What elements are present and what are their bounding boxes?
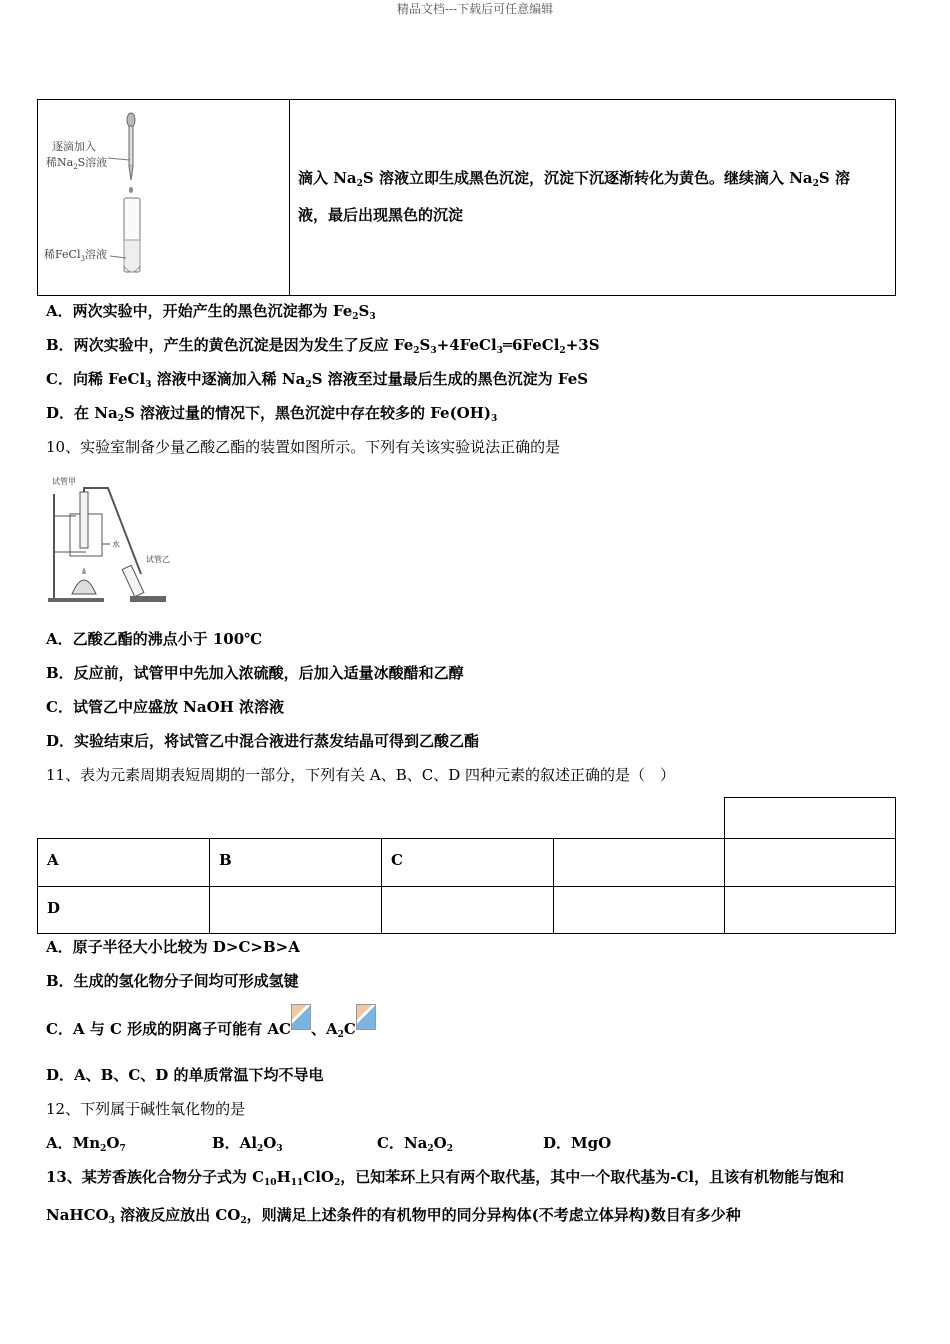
q11-option-c: C．A 与 C 形成的阴离子可能有 AC 、$A_2C$	[46, 1004, 376, 1049]
q13-line-1: 13、某芳香族化合物分子式为 $C_{10}H_{11}ClO_2$，已知苯环上只有两个取代基，其中一个取代基为-Cl，且该有机物能与饱和	[46, 1168, 845, 1188]
q12-option-c: C．$Na_2O_2$	[377, 1134, 453, 1154]
q12-option-d: D．MgO	[543, 1134, 612, 1152]
q12-stem: 12、下列属于碱性氧化物的是	[46, 1100, 246, 1118]
q11-cell-empty-5	[553, 886, 725, 934]
q9-desc-line-1: 滴入 $Na_2S$ 溶液立即生成黑色沉淀，沉淀下沉逐渐转化为黄色。继续滴入 $Na_2S$ 溶	[298, 169, 850, 189]
q11-cell-c: C	[381, 838, 554, 887]
q11-cell-empty-4	[381, 886, 554, 934]
q11-cell-d: D	[37, 886, 210, 934]
q9-experiment-table	[37, 99, 896, 296]
dropper-label-1: 逐滴加入	[52, 140, 96, 153]
q11-cell-b: B	[209, 838, 382, 887]
q11-cell-empty-2	[724, 838, 896, 887]
q10-option-a: A．乙酸乙酯的沸点小于 100℃	[46, 630, 263, 648]
q11-option-a: A．原子半径大小比较为 D>C>B>A	[46, 938, 300, 956]
q9-desc-line-2: 液，最后出现黑色的沉淀	[298, 206, 464, 224]
q12-option-b: B．$Al_2O_3$	[212, 1134, 283, 1154]
q10-option-c: C．试管乙中应盛放 NaOH 浓溶液	[46, 698, 285, 716]
q9-option-d: D．在 $Na_2S$ 溶液过量的情况下，黑色沉淀中存在较多的 $Fe(OH)_3$	[46, 404, 498, 424]
q10-option-d: D．实验结束后，将试管乙中混合液进行蒸发结晶可得到乙酸乙酯	[46, 732, 480, 750]
dropper-label-2: 稀$Na_2S$溶液	[46, 156, 108, 171]
q10-label-tube-a: 试管甲	[52, 477, 76, 486]
q9-description	[298, 160, 888, 234]
q11-periodic-table	[37, 797, 897, 934]
q9-option-c: C．向稀 FeCl$_3$ 溶液中逐滴加入稀 $Na_2S$ 溶液至过量最后生成的黑色沉淀为 FeS	[46, 370, 589, 390]
q9-option-b: B．两次实验中，产生的黄色沉淀是因为发生了反应 $Fe_2S_3+4FeCl_3═6FeCl_2+3S$	[46, 336, 600, 356]
q11-option-b: B．生成的氢化物分子间均可形成氢键	[46, 972, 299, 990]
q11-option-d: D．A、B、C、D 的单质常温下均不导电	[46, 1066, 324, 1084]
tube-label: 稀FeCl$_3$溶液	[44, 248, 107, 263]
q10-label-tube-b: 试管乙	[146, 555, 170, 564]
q10-stem: 10、实验室制备少量乙酸乙酯的装置如图所示。下列有关该实验说法正确的是	[46, 438, 561, 456]
page-header: 精品文档---下载后可任意编辑	[396, 2, 554, 16]
q9-dropper-tube-figure	[38, 100, 288, 295]
q9-option-a: A．两次实验中，开始产生的黑色沉淀都为 $Fe_2S_3$	[46, 302, 376, 322]
q10-label-water: 水	[112, 540, 120, 549]
q11-top-cell	[724, 797, 896, 839]
broken-image-icon	[291, 1004, 311, 1030]
q10-option-b: B．反应前，试管甲中先加入浓硫酸，后加入适量冰酸醋和乙醇	[46, 664, 464, 682]
broken-image-icon	[356, 1004, 376, 1030]
q11-cell-empty-3	[209, 886, 382, 934]
q13-line-2: NaHCO$_3$ 溶液反应放出 $CO_2$，则满足上述条件的有机物甲的同分异构体(不考虑立体异构)数目有多少种	[46, 1206, 741, 1226]
q9-figure-cell	[38, 100, 290, 295]
q12-option-a: A．$Mn_2O_7$	[46, 1134, 126, 1154]
q10-apparatus-figure	[46, 474, 176, 606]
q11-cell-empty-6	[724, 886, 896, 934]
q11-cell-a: A	[37, 838, 210, 887]
q11-cell-empty-1	[553, 838, 725, 887]
q11-stem: 11、表为元素周期表短周期的一部分，下列有关 A、B、C、D 四种元素的叙述正确的是（ ）	[46, 766, 675, 784]
